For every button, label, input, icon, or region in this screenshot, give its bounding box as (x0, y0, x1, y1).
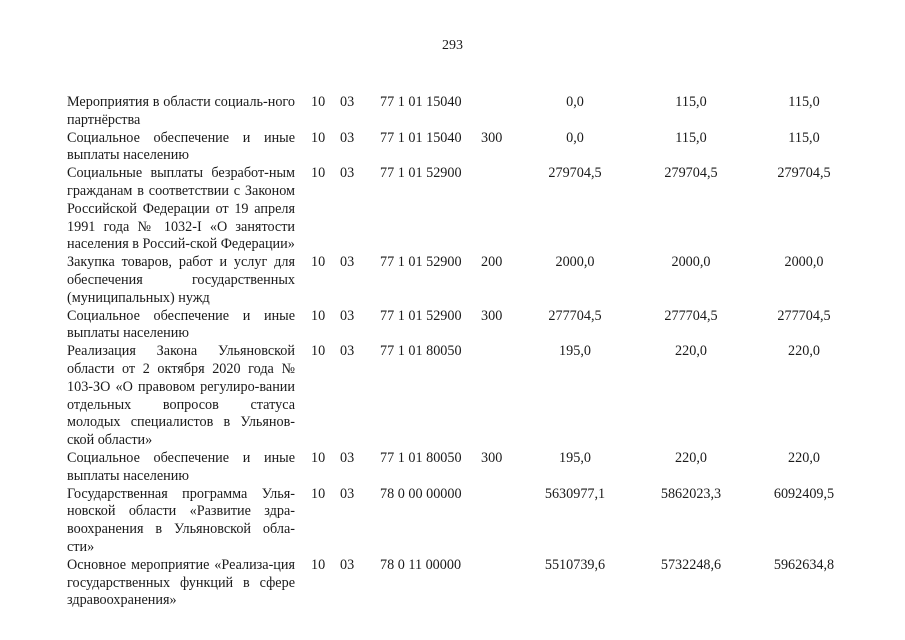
target-article-code: 77 1 01 52900 (380, 165, 462, 182)
amount-year-1: 277704,5 (548, 307, 602, 324)
target-article-code: 77 1 01 15040 (380, 129, 462, 146)
amount-year-1: 195,0 (559, 343, 591, 360)
expense-type-code: 300 (481, 449, 503, 466)
amount-year-2: 115,0 (675, 129, 707, 146)
item-name: Социальные выплаты безработ-ным гражданам в соответствии с Законом Российской Федерации от 19 апреля 1991 года № 1032-I «О занятости населения в Россий-ской Федерации» (67, 165, 295, 253)
amount-year-1: 5510739,6 (544, 556, 606, 573)
section-code: 10 (311, 343, 326, 360)
subsection-code: 03 (340, 165, 355, 182)
item-name: Закупка товаров, работ и услуг для обеспечения государственных (муниципальных) нужд (67, 254, 295, 306)
table-row (67, 94, 847, 130)
amount-year-1: 0,0 (566, 129, 584, 146)
section-code: 10 (311, 129, 326, 146)
section-code: 10 (311, 449, 326, 466)
amount-year-2: 2000,0 (671, 254, 711, 271)
expense-type-code: 300 (481, 129, 503, 146)
amount-year-2: 5862023,3 (660, 485, 722, 502)
subsection-code: 03 (340, 556, 355, 573)
amount-year-3: 220,0 (788, 449, 820, 466)
amount-year-3: 115,0 (788, 129, 820, 146)
section-code: 10 (311, 307, 326, 324)
target-article-code: 78 0 11 00000 (380, 556, 462, 573)
amount-year-2: 279704,5 (664, 165, 718, 182)
section-code: 10 (311, 485, 326, 502)
table-row (67, 343, 847, 450)
subsection-code: 03 (340, 307, 355, 324)
subsection-code: 03 (340, 449, 355, 466)
amount-year-1: 5630977,1 (544, 485, 606, 502)
item-name: Основное мероприятие «Реализа-ция государственных функций в сфере здравоохранения» (67, 556, 295, 609)
target-article-code: 77 1 01 15040 (380, 94, 462, 110)
page-number: 293 (442, 38, 463, 53)
amount-year-1: 279704,5 (548, 165, 602, 182)
table-row (67, 130, 847, 166)
amount-year-2: 220,0 (675, 449, 707, 466)
item-name: Социальное обеспечение и иные выплаты населению (67, 129, 295, 164)
subsection-code: 03 (340, 129, 355, 146)
item-name: Реализация Закона Ульяновской области от 2 октября 2020 года № 103-ЗО «О правовом регулиро-вании отдельных вопросов статуса молодых специалистов в Ульянов-ской области» (67, 343, 295, 449)
target-article-code: 77 1 01 52900 (380, 254, 462, 271)
amount-year-1: 0,0 (566, 94, 584, 110)
section-code: 10 (311, 94, 326, 110)
item-name: Государственная программа Улья-новской области «Развитие здра-воохранения в Ульяновской обла-сти» (67, 485, 295, 555)
section-code: 10 (311, 165, 326, 182)
amount-year-1: 2000,0 (555, 254, 595, 271)
item-name: Социальное обеспечение и иные выплаты населению (67, 449, 295, 484)
amount-year-2: 220,0 (675, 343, 707, 360)
amount-year-2: 115,0 (675, 94, 707, 110)
amount-year-3: 115,0 (788, 94, 820, 110)
amount-year-3: 6092409,5 (773, 485, 835, 502)
amount-year-3: 5962634,8 (773, 556, 835, 573)
amount-year-3: 2000,0 (784, 254, 824, 271)
item-name: Мероприятия в области социаль-ного партнёрства (67, 94, 295, 128)
table-row (67, 557, 847, 610)
amount-year-3: 220,0 (788, 343, 820, 360)
target-article-code: 77 1 01 80050 (380, 449, 462, 466)
budget-table (67, 94, 847, 610)
section-code: 10 (311, 556, 326, 573)
section-code: 10 (311, 254, 326, 271)
target-article-code: 77 1 01 52900 (380, 307, 462, 324)
target-article-code: 77 1 01 80050 (380, 343, 462, 360)
amount-year-3: 277704,5 (777, 307, 831, 324)
expense-type-code: 200 (481, 254, 503, 271)
target-article-code: 78 0 00 00000 (380, 485, 462, 502)
table-row (67, 165, 847, 254)
amount-year-2: 5732248,6 (660, 556, 722, 573)
table-row (67, 450, 847, 486)
item-name: Социальное обеспечение и иные выплаты населению (67, 307, 295, 342)
subsection-code: 03 (340, 343, 355, 360)
subsection-code: 03 (340, 485, 355, 502)
table-row (67, 254, 847, 307)
amount-year-3: 279704,5 (777, 165, 831, 182)
amount-year-2: 277704,5 (664, 307, 718, 324)
amount-year-1: 195,0 (559, 449, 591, 466)
table-row (67, 486, 847, 557)
subsection-code: 03 (340, 94, 355, 110)
table-row (67, 308, 847, 344)
subsection-code: 03 (340, 254, 355, 271)
expense-type-code: 300 (481, 307, 503, 324)
